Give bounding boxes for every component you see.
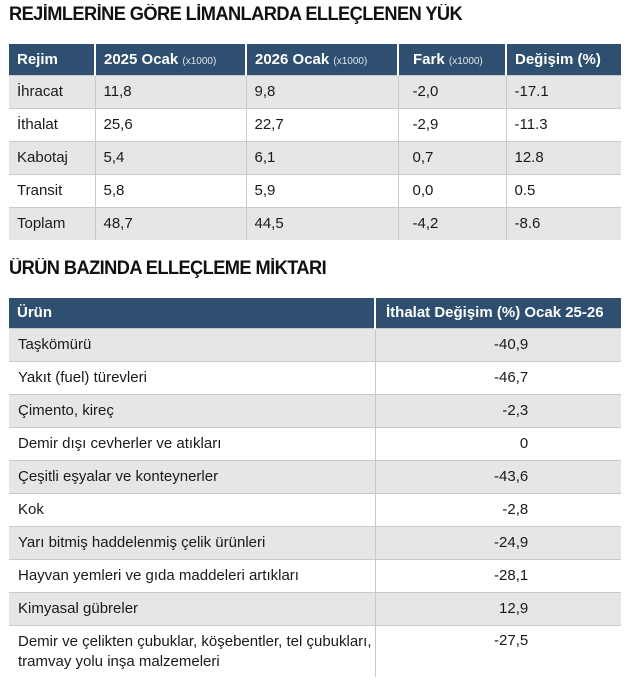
table-row [9, 141, 621, 174]
cell-2026: 22,7 [246, 108, 398, 141]
table-row [9, 328, 621, 361]
cell-urun: Çimento, kireç [9, 394, 375, 427]
cell-urun: Demir dışı cevherler ve atıkları [9, 427, 375, 460]
cell-degisim-value: -24,9 [494, 534, 529, 551]
cell-degisim-value: -2,8 [502, 501, 529, 518]
cell-urun: Yarı bitmiş haddelenmiş çelik ürünleri [9, 526, 375, 559]
cell-degisim [375, 559, 621, 592]
cell-degisim [375, 328, 621, 361]
cell-degisim-value: -43,6 [494, 468, 529, 485]
table-row [9, 427, 621, 460]
col-header-degisim: Değişim (%) [506, 44, 621, 75]
cell-2026: 44,5 [246, 207, 398, 240]
cell-degisim [375, 592, 621, 625]
table1-title: REJİMLERİNE GÖRE LİMANLARDA ELLEÇLENEN YÜK [9, 4, 463, 25]
cell-degisim [375, 361, 621, 394]
col-unit-fark: (x1000) [448, 55, 483, 67]
table-row [9, 625, 621, 677]
table-row [9, 559, 621, 592]
cell-2025: 48,7 [95, 207, 246, 240]
cell-degisim [375, 625, 621, 677]
cell-degisim-value: 12,9 [499, 600, 529, 617]
table-row [9, 394, 621, 427]
table-row [9, 592, 621, 625]
cell-2026: 5,9 [246, 174, 398, 207]
cell-2025: 5,4 [95, 141, 246, 174]
product-table-header [9, 298, 621, 328]
col-header-ithalat-degisim: İthalat Değişim (%) Ocak 25-26 [375, 298, 621, 328]
cell-fark: 0,0 [398, 174, 506, 207]
col-header-fark: Fark (x1000) [398, 44, 506, 75]
cell-degisim: -8.6 [506, 207, 621, 240]
cell-2026: 9,8 [246, 75, 398, 108]
cell-degisim: -11.3 [506, 108, 621, 141]
cell-fark: -4,2 [398, 207, 506, 240]
cell-rejim: İthalat [9, 108, 95, 141]
cell-2025: 5,8 [95, 174, 246, 207]
table2-title: ÜRÜN BAZINDA ELLEÇLEME MİKTARI [9, 258, 327, 279]
regime-table-header [9, 44, 621, 75]
cell-degisim-value: -27,5 [494, 631, 529, 649]
cell-fark: -2,9 [398, 108, 506, 141]
cell-degisim [375, 526, 621, 559]
cell-degisim: -17.1 [506, 75, 621, 108]
table-row [9, 108, 621, 141]
col-header-2025: 2025 Ocak (x1000) [95, 44, 246, 75]
cell-rejim: Toplam [9, 207, 95, 240]
col-header-rejim: Rejim [9, 44, 95, 75]
cell-degisim-value: -46,7 [494, 369, 529, 386]
cell-rejim: Transit [9, 174, 95, 207]
table-row [9, 174, 621, 207]
col-header-urun: Ürün [9, 298, 375, 328]
cell-degisim [375, 427, 621, 460]
cell-degisim [375, 493, 621, 526]
cell-degisim-value: -2,3 [502, 402, 529, 419]
col-unit-2026: (x1000) [333, 55, 368, 67]
cell-urun: Kok [9, 493, 375, 526]
table-row [9, 460, 621, 493]
cell-2026: 6,1 [246, 141, 398, 174]
cell-2025: 25,6 [95, 108, 246, 141]
col-unit-2025: (x1000) [182, 55, 217, 67]
cell-2025: 11,8 [95, 75, 246, 108]
cell-rejim: İhracat [9, 75, 95, 108]
cell-urun: Yakıt (fuel) türevleri [9, 361, 375, 394]
table-row [9, 526, 621, 559]
cell-degisim [375, 394, 621, 427]
cell-urun: Taşkömürü [9, 328, 375, 361]
cell-degisim [375, 460, 621, 493]
cell-degisim-value: -28,1 [494, 567, 529, 584]
cell-urun: Çeşitli eşyalar ve konteynerler [9, 460, 375, 493]
cell-degisim-value: 0 [519, 435, 529, 452]
product-table [9, 298, 621, 677]
cell-degisim-value: -40,9 [494, 336, 529, 353]
table-row [9, 207, 621, 240]
regime-table [9, 44, 621, 240]
cell-fark: -2,0 [398, 75, 506, 108]
cell-degisim: 12.8 [506, 141, 621, 174]
table-row [9, 75, 621, 108]
cell-fark: 0,7 [398, 141, 506, 174]
cell-urun: Demir ve çelikten çubuklar, köşebentler, tel çubukları, tramvay yolu inşa malzemeleri [9, 625, 375, 677]
cell-degisim: 0.5 [506, 174, 621, 207]
cell-rejim: Kabotaj [9, 141, 95, 174]
cell-urun: Kimyasal gübreler [9, 592, 375, 625]
table-row [9, 361, 621, 394]
col-header-2026: 2026 Ocak (x1000) [246, 44, 398, 75]
cell-urun: Hayvan yemleri ve gıda maddeleri artıkları [9, 559, 375, 592]
table-row [9, 493, 621, 526]
